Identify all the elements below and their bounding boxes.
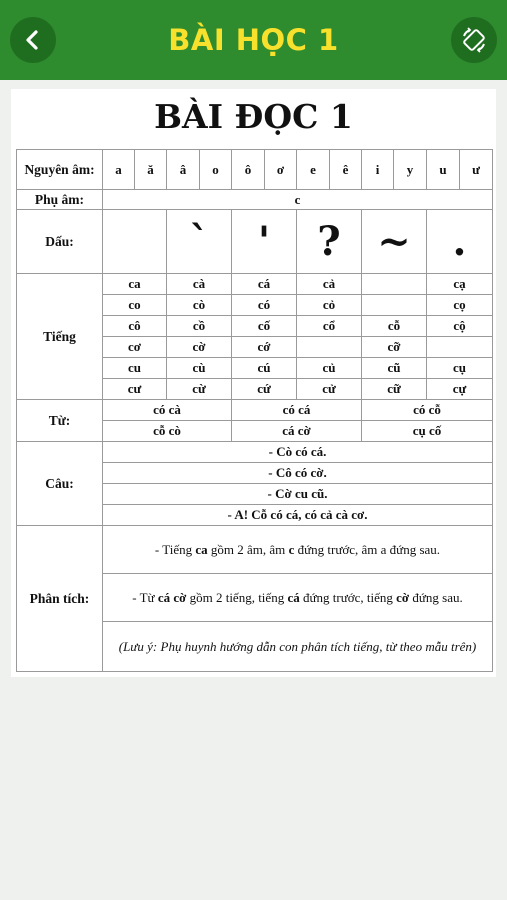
vowel-cell: i <box>362 150 394 190</box>
phrase-cell: có cá <box>232 400 362 421</box>
vowel-label: Nguyên âm: <box>17 150 103 190</box>
word-cell <box>362 274 427 295</box>
vowel-cell: o <box>200 150 232 190</box>
word-cell: cụ <box>427 358 493 379</box>
vowel-cell: ơ <box>265 150 297 190</box>
vowel-cell: a <box>103 150 135 190</box>
analysis-line-1: - Tiếng ca gồm 2 âm, âm c đứng trước, âm a đứng sau. <box>103 526 493 574</box>
word-cell: cử <box>297 379 362 400</box>
word-cell: cỗ <box>362 316 427 337</box>
word-cell: cả <box>297 274 362 295</box>
sentence-cell: - Cò có cá. <box>103 442 493 463</box>
tone-cell-dot: . <box>427 210 493 274</box>
phrase-cell: có cà <box>103 400 232 421</box>
word-cell: cỏ <box>297 295 362 316</box>
rotate-screen-button[interactable] <box>451 17 497 63</box>
word-cell: cô <box>103 316 167 337</box>
phrase-cell: cụ cố <box>362 421 493 442</box>
word-cell: ca <box>103 274 167 295</box>
document-title: BÀI ĐỌC 1 <box>154 97 353 136</box>
vowel-row <box>17 150 493 190</box>
word-cell: cú <box>232 358 297 379</box>
chevron-left-icon <box>22 29 44 51</box>
sentence-cell: - A! Cỗ có cá, có cả cà cơ. <box>103 505 493 526</box>
word-cell: cạ <box>427 274 493 295</box>
vowel-cell: e <box>297 150 330 190</box>
lesson-table <box>16 149 493 672</box>
word-cell: cọ <box>427 295 493 316</box>
word-label: Tiếng <box>17 274 103 400</box>
consonant-value: c <box>103 190 493 210</box>
word-cell <box>297 337 362 358</box>
word-cell: co <box>103 295 167 316</box>
word-cell: cu <box>103 358 167 379</box>
tone-row <box>17 210 493 274</box>
word-cell: cờ <box>167 337 232 358</box>
vowel-cell: ư <box>460 150 493 190</box>
word-cell: cà <box>167 274 232 295</box>
app-title: BÀI HỌC 1 <box>168 23 339 57</box>
screen-rotate-icon <box>460 26 488 54</box>
word-cell: cổ <box>297 316 362 337</box>
back-button[interactable] <box>10 17 56 63</box>
phrase-label: Từ: <box>17 400 103 442</box>
sentence-label: Câu: <box>17 442 103 526</box>
word-cell: cá <box>232 274 297 295</box>
word-cell: có <box>232 295 297 316</box>
word-cell: cớ <box>232 337 297 358</box>
lesson-card <box>11 89 496 677</box>
word-cell <box>362 295 427 316</box>
word-cell: cự <box>427 379 493 400</box>
consonant-label: Phụ âm: <box>17 190 103 210</box>
vowel-cell: ô <box>232 150 265 190</box>
word-cell <box>427 337 493 358</box>
analysis-label: Phân tích: <box>17 526 103 672</box>
word-cell: cũ <box>362 358 427 379</box>
vowel-cell: ê <box>330 150 362 190</box>
tone-label: Dấu: <box>17 210 103 274</box>
analysis-note: (Lưu ý: Phụ huynh hướng dẫn con phân tích tiếng, từ theo mẫu trên) <box>103 622 493 672</box>
sentence-cell: - Cô có cờ. <box>103 463 493 484</box>
phrase-cell: cá cờ <box>232 421 362 442</box>
word-cell: cừ <box>167 379 232 400</box>
phrase-cell: có cỗ <box>362 400 493 421</box>
phrase-cell: cỗ cò <box>103 421 232 442</box>
word-cell: cỡ <box>362 337 427 358</box>
analysis-row <box>17 526 493 574</box>
consonant-row <box>17 190 493 210</box>
vowel-cell: â <box>167 150 200 190</box>
word-cell: cứ <box>232 379 297 400</box>
word-cell: cư <box>103 379 167 400</box>
tone-cell-level <box>103 210 167 274</box>
vowel-cell: ă <box>135 150 167 190</box>
word-cell: cồ <box>167 316 232 337</box>
word-cell: cữ <box>362 379 427 400</box>
tone-cell-tilde: ~ <box>362 210 427 274</box>
tone-cell-acute: ' <box>232 210 297 274</box>
phrase-row <box>17 400 493 421</box>
tone-cell-hook: ? <box>297 210 362 274</box>
analysis-line-2: - Từ cá cờ gồm 2 tiếng, tiếng cá đứng trước, tiếng cờ đứng sau. <box>103 574 493 622</box>
word-cell: cố <box>232 316 297 337</box>
vowel-cell: u <box>427 150 460 190</box>
app-bar <box>0 0 507 80</box>
word-cell: cò <box>167 295 232 316</box>
word-cell: cù <box>167 358 232 379</box>
word-row <box>17 274 493 295</box>
vowel-cell: y <box>394 150 427 190</box>
word-cell: cơ <box>103 337 167 358</box>
sentence-row <box>17 442 493 463</box>
word-cell: củ <box>297 358 362 379</box>
tone-cell-grave: ` <box>167 210 232 274</box>
word-cell: cộ <box>427 316 493 337</box>
sentence-cell: - Cờ cu cũ. <box>103 484 493 505</box>
